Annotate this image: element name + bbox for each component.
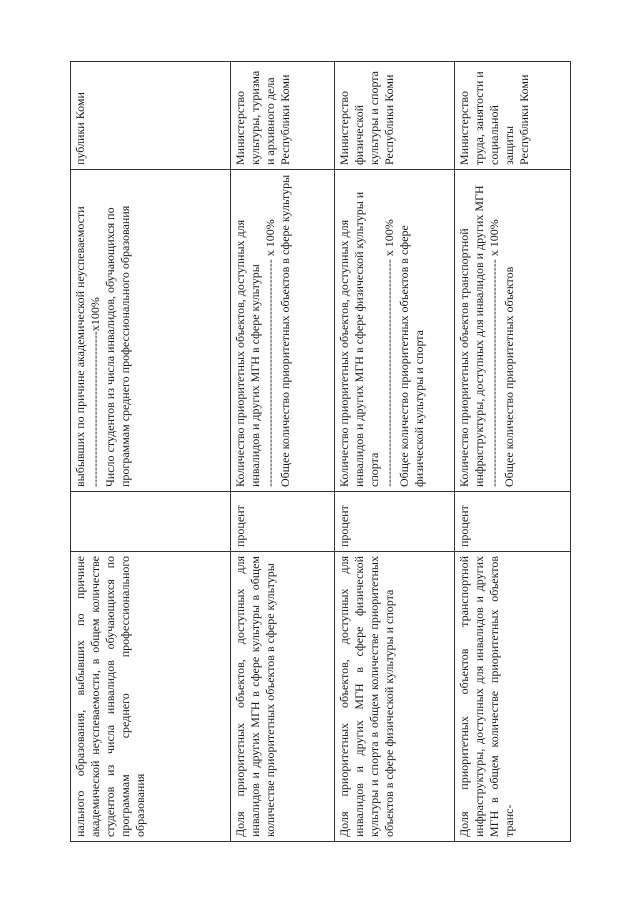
responsible-cell: Министерство культуры, туризма и архивного дела Республики Коми <box>231 62 335 170</box>
responsible-cell: Министерство труда, занятости и социальной защиты Республики Коми <box>455 62 571 170</box>
unit-cell: процент <box>455 492 571 552</box>
table-row <box>455 62 571 842</box>
formula-line: --------------------------------------------------------- x 100% <box>382 219 396 487</box>
formula-denominator: Общее количество приоритетных объектов в сфере культуры <box>278 174 292 487</box>
formula-line: --------------------------------------------------------- x 100% <box>487 219 501 487</box>
formula-line: ---------------------------------------x100% <box>88 297 102 487</box>
indicators-table <box>70 61 571 842</box>
formula-denominator: Число студентов из числа инвалидов, обучающихся по программам среднего профессионального образования <box>103 205 132 487</box>
responsible-cell: публики Коми <box>71 62 231 170</box>
indicator-name-cell: нального образования, выбывших по причине академической неуспеваемости, в общем количестве студентов из числа инвалидов обучающихся по программам среднего профессионального образования <box>71 552 231 842</box>
table-row <box>231 62 335 842</box>
table-row <box>335 62 455 842</box>
indicator-name-cell: Доля приоритетных объектов, доступных для инвалидов и других МГН в сфере физической культуры и спорта в общем количестве приоритетных объектов в сфере физической культуры и спорта <box>335 552 455 842</box>
formula-numerator: Количество приоритетных объектов, доступных для инвалидов и других МГН в сфере физической культуры и спорта <box>337 191 381 487</box>
rotated-page <box>70 62 570 842</box>
formula-numerator: выбывших по причине академической неуспеваемости <box>73 206 87 487</box>
formula-cell <box>335 170 455 492</box>
unit-cell: процент <box>335 492 455 552</box>
unit-cell <box>71 492 231 552</box>
responsible-cell: Министерство физической культуры и спорта Республики Коми <box>335 62 455 170</box>
formula-denominator: Общее количество приоритетных объектов в сфере физической культуры и спорта <box>397 225 426 487</box>
indicator-name-cell: Доля приоритетных объектов, доступных для инвалидов и других МГН в сфере культуры в общем количестве приоритетных объектов в сфере культуры <box>231 552 335 842</box>
formula-cell <box>71 170 231 492</box>
formula-numerator: Количество приоритетных объектов транспортной инфраструктуры, доступных для инвалидов и других МГН <box>457 185 486 487</box>
formula-cell <box>231 170 335 492</box>
formula-line: --------------------------------------------------------- x 100% <box>263 219 277 487</box>
table-row <box>71 62 231 842</box>
formula-cell <box>455 170 571 492</box>
formula-denominator: Общее количество приоритетных объектов <box>502 266 516 487</box>
indicator-name-cell: Доля приоритетных объектов транспортной инфраструктуры, доступных для инвалидов и других МГН в общем количестве приоритетных объектов транс- <box>455 552 571 842</box>
unit-cell: процент <box>231 492 335 552</box>
formula-numerator: Количество приоритетных объектов, доступных для инвалидов и других МГН в сфере культуры <box>233 219 262 487</box>
